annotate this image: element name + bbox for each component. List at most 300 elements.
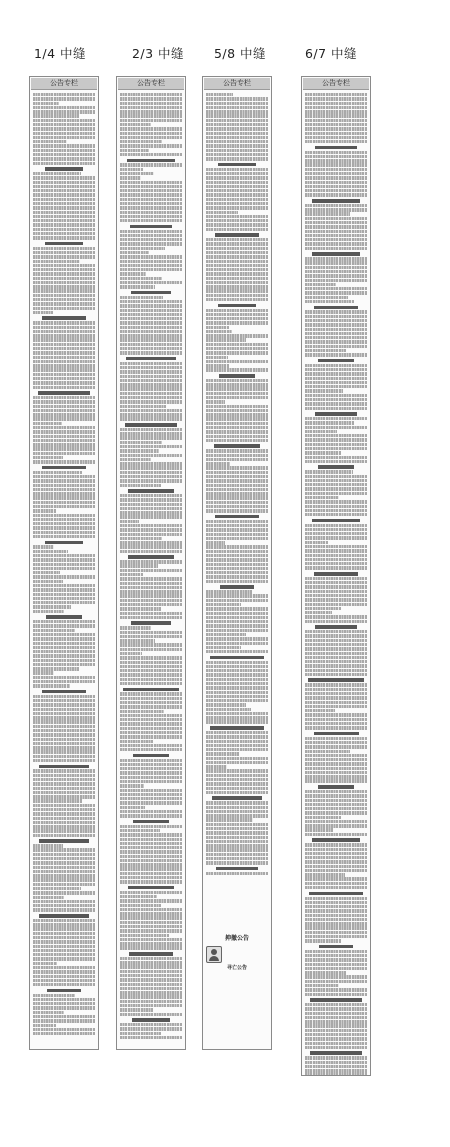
text-line bbox=[206, 872, 268, 875]
text-line bbox=[206, 330, 232, 333]
text-line bbox=[120, 727, 182, 730]
text-line bbox=[120, 759, 182, 762]
text-line bbox=[33, 1002, 95, 1005]
text-line bbox=[33, 597, 95, 600]
text-line bbox=[305, 266, 367, 269]
text-line bbox=[33, 377, 95, 380]
notice-heading-line bbox=[214, 444, 260, 448]
text-line bbox=[33, 663, 95, 666]
text-line bbox=[305, 566, 367, 569]
text-line bbox=[120, 586, 182, 589]
text-line bbox=[120, 247, 165, 250]
notice-heading-line bbox=[38, 391, 91, 395]
text-line bbox=[206, 185, 268, 188]
text-line bbox=[120, 1036, 182, 1039]
text-line bbox=[305, 97, 367, 100]
text-line bbox=[33, 272, 95, 275]
text-line bbox=[305, 848, 367, 851]
text-line bbox=[206, 247, 268, 250]
text-line bbox=[120, 93, 182, 96]
text-line bbox=[206, 277, 268, 280]
text-line bbox=[206, 193, 268, 196]
text-line bbox=[120, 343, 182, 346]
text-line bbox=[33, 671, 54, 674]
text-line bbox=[120, 317, 182, 320]
text-line bbox=[206, 405, 268, 408]
text-line bbox=[120, 436, 182, 439]
text-line bbox=[305, 460, 367, 463]
text-line bbox=[305, 709, 335, 712]
text-line bbox=[305, 513, 367, 516]
text-line bbox=[33, 123, 95, 126]
text-line bbox=[33, 870, 95, 873]
text-line bbox=[120, 471, 182, 474]
text-line bbox=[33, 435, 95, 438]
text-line bbox=[206, 223, 268, 226]
text-line bbox=[33, 712, 95, 715]
text-line bbox=[120, 925, 182, 928]
text-line bbox=[305, 287, 367, 290]
text-line bbox=[120, 929, 182, 932]
notice-heading-line bbox=[42, 690, 86, 694]
text-line bbox=[33, 321, 95, 324]
text-line bbox=[206, 537, 268, 540]
text-line bbox=[305, 634, 367, 637]
notice-heading-line bbox=[39, 839, 89, 843]
text-line bbox=[33, 725, 95, 728]
text-line bbox=[120, 140, 162, 143]
text-line bbox=[305, 1024, 367, 1027]
text-line bbox=[305, 176, 367, 179]
text-line bbox=[120, 215, 182, 218]
text-line bbox=[305, 745, 367, 748]
text-line bbox=[305, 270, 367, 273]
text-line bbox=[120, 599, 182, 602]
notice-heading-line bbox=[220, 585, 255, 589]
notice-heading-line bbox=[310, 1051, 363, 1055]
text-line bbox=[120, 942, 182, 945]
text-line bbox=[305, 939, 341, 942]
text-line bbox=[305, 673, 367, 676]
text-line bbox=[120, 735, 182, 738]
text-line bbox=[206, 550, 268, 553]
notice-heading-line bbox=[219, 374, 255, 378]
text-line bbox=[206, 765, 227, 768]
text-line bbox=[120, 740, 153, 743]
text-line bbox=[305, 172, 367, 175]
text-line bbox=[120, 626, 151, 629]
text-line bbox=[206, 740, 268, 743]
notice-heading-line bbox=[312, 252, 360, 256]
text-line bbox=[120, 168, 143, 171]
text-line bbox=[33, 136, 95, 139]
text-line bbox=[120, 498, 182, 501]
text-line bbox=[206, 533, 268, 536]
text-line bbox=[305, 119, 367, 122]
text-line bbox=[33, 970, 95, 973]
col-heading-3: 5/8 中缝 bbox=[213, 46, 267, 61]
text-line bbox=[120, 825, 182, 828]
text-line bbox=[120, 230, 182, 233]
text-line bbox=[305, 873, 345, 876]
announcement-column-1 bbox=[29, 76, 99, 1050]
text-line bbox=[305, 500, 367, 503]
text-line bbox=[33, 447, 95, 450]
text-line bbox=[206, 242, 268, 245]
text-line bbox=[33, 1006, 95, 1009]
text-line bbox=[305, 877, 367, 880]
column-header: 公告专栏 bbox=[204, 78, 270, 90]
text-line bbox=[33, 526, 95, 529]
text-line bbox=[206, 558, 268, 561]
notice-heading-line bbox=[123, 688, 178, 692]
text-line bbox=[33, 236, 95, 239]
text-line bbox=[120, 1013, 182, 1016]
text-line bbox=[305, 127, 367, 130]
text-line bbox=[120, 400, 182, 403]
text-line bbox=[305, 807, 367, 810]
text-line bbox=[206, 400, 225, 403]
text-line bbox=[120, 97, 182, 100]
notice-heading-line bbox=[133, 820, 168, 824]
text-line bbox=[305, 257, 367, 260]
text-line bbox=[120, 189, 182, 192]
text-line bbox=[305, 505, 367, 508]
text-line bbox=[206, 599, 268, 602]
text-line bbox=[305, 451, 341, 454]
text-line bbox=[305, 722, 367, 725]
text-line bbox=[206, 678, 268, 681]
text-line bbox=[33, 302, 95, 305]
text-line bbox=[33, 817, 95, 820]
text-line bbox=[33, 149, 95, 152]
text-line bbox=[33, 896, 64, 899]
text-line bbox=[305, 696, 367, 699]
text-line bbox=[33, 193, 95, 196]
text-line bbox=[33, 426, 95, 429]
text-line bbox=[305, 524, 367, 527]
text-line bbox=[206, 289, 268, 292]
text-line bbox=[305, 931, 367, 934]
text-line bbox=[120, 876, 182, 879]
text-line bbox=[33, 940, 95, 943]
text-line bbox=[305, 590, 367, 593]
text-line bbox=[33, 659, 95, 662]
text-line bbox=[305, 643, 367, 646]
text-line bbox=[305, 901, 367, 904]
text-line bbox=[206, 620, 268, 623]
text-line bbox=[305, 988, 367, 991]
column-body bbox=[203, 91, 271, 878]
text-line bbox=[305, 779, 367, 782]
notice-heading-line bbox=[312, 519, 360, 523]
text-line bbox=[33, 211, 95, 214]
notice-heading-line bbox=[128, 489, 174, 493]
text-line bbox=[305, 771, 367, 774]
text-line bbox=[305, 935, 367, 938]
text-line bbox=[305, 630, 367, 633]
text-line bbox=[206, 520, 268, 523]
notice-heading-line bbox=[318, 359, 354, 363]
text-line bbox=[305, 594, 367, 597]
text-line bbox=[33, 264, 95, 267]
text-line bbox=[206, 818, 253, 821]
text-line bbox=[33, 330, 95, 333]
text-line bbox=[33, 232, 95, 235]
text-line bbox=[206, 761, 268, 764]
text-line bbox=[206, 383, 268, 386]
text-line bbox=[33, 667, 79, 670]
text-line bbox=[120, 475, 182, 478]
text-line bbox=[33, 787, 95, 790]
text-line bbox=[120, 351, 182, 354]
notice-heading-line bbox=[318, 785, 354, 789]
text-line bbox=[305, 310, 367, 313]
text-line bbox=[120, 304, 182, 307]
text-line bbox=[120, 974, 182, 977]
notice-heading-line bbox=[131, 621, 172, 625]
text-line bbox=[206, 334, 268, 337]
text-line bbox=[305, 323, 367, 326]
text-line bbox=[120, 710, 164, 713]
text-line bbox=[206, 272, 268, 275]
text-line bbox=[206, 368, 268, 371]
text-line bbox=[120, 338, 182, 341]
text-line bbox=[305, 824, 367, 827]
text-line bbox=[305, 669, 367, 672]
text-line bbox=[120, 859, 182, 862]
text-line bbox=[120, 714, 182, 717]
text-line bbox=[120, 697, 182, 700]
text-line bbox=[33, 791, 95, 794]
text-line bbox=[206, 853, 268, 856]
text-line bbox=[33, 759, 95, 762]
text-line bbox=[206, 136, 268, 139]
text-line bbox=[120, 564, 158, 567]
text-line bbox=[206, 603, 241, 606]
text-line bbox=[206, 827, 268, 830]
text-line bbox=[305, 1069, 367, 1072]
text-line bbox=[120, 970, 182, 973]
notice-heading-line bbox=[309, 892, 363, 896]
text-line bbox=[120, 978, 182, 981]
text-line bbox=[33, 769, 95, 772]
text-line bbox=[305, 479, 367, 482]
notice-heading-line bbox=[314, 732, 359, 736]
text-line bbox=[120, 863, 182, 866]
text-line bbox=[33, 904, 95, 907]
text-line bbox=[120, 1008, 153, 1011]
text-line bbox=[305, 856, 367, 859]
text-line bbox=[33, 1015, 95, 1018]
text-line bbox=[120, 441, 162, 444]
text-line bbox=[206, 285, 268, 288]
column-body bbox=[302, 91, 370, 1076]
text-line bbox=[33, 957, 95, 960]
text-line bbox=[305, 475, 367, 478]
text-line bbox=[305, 549, 367, 552]
column-header: 公告专栏 bbox=[118, 78, 184, 90]
text-line bbox=[305, 225, 367, 228]
text-line bbox=[305, 852, 367, 855]
announcement-column-4 bbox=[301, 76, 371, 1076]
text-line bbox=[120, 494, 182, 497]
text-line bbox=[206, 787, 268, 790]
text-line bbox=[305, 577, 367, 580]
text-line bbox=[120, 916, 182, 919]
text-line bbox=[120, 479, 182, 482]
text-line bbox=[120, 833, 182, 836]
text-line bbox=[206, 132, 268, 135]
text-line bbox=[206, 637, 268, 640]
text-line bbox=[206, 417, 268, 420]
text-line bbox=[33, 439, 95, 442]
text-line bbox=[305, 620, 367, 623]
text-line bbox=[206, 413, 268, 416]
text-line bbox=[305, 1016, 367, 1019]
text-line bbox=[305, 315, 367, 318]
notice-heading-line bbox=[47, 989, 82, 993]
text-line bbox=[305, 897, 367, 900]
text-line bbox=[33, 198, 95, 201]
text-line bbox=[305, 492, 367, 495]
text-line bbox=[206, 422, 268, 425]
text-line bbox=[206, 744, 268, 747]
text-line bbox=[206, 211, 238, 214]
text-line bbox=[305, 470, 353, 473]
text-line bbox=[305, 296, 348, 299]
text-line bbox=[206, 650, 268, 653]
text-line bbox=[305, 151, 367, 154]
text-line bbox=[206, 629, 268, 632]
text-line bbox=[305, 204, 367, 207]
text-line bbox=[120, 789, 182, 792]
text-line bbox=[206, 571, 268, 574]
text-line bbox=[120, 123, 151, 126]
text-line bbox=[305, 664, 367, 667]
notice-heading-line bbox=[39, 914, 89, 918]
text-line bbox=[305, 688, 367, 691]
text-line bbox=[206, 633, 246, 636]
text-line bbox=[33, 919, 95, 922]
text-line bbox=[33, 804, 95, 807]
text-line bbox=[305, 905, 367, 908]
text-line bbox=[120, 855, 182, 858]
text-line bbox=[206, 682, 268, 685]
text-line bbox=[305, 803, 367, 806]
text-line bbox=[305, 914, 367, 917]
text-line bbox=[305, 261, 367, 264]
text-line bbox=[120, 321, 182, 324]
text-line bbox=[120, 198, 182, 201]
text-line bbox=[206, 466, 268, 469]
text-line bbox=[305, 181, 367, 184]
text-line bbox=[206, 379, 268, 382]
text-line bbox=[33, 144, 95, 147]
text-line bbox=[305, 701, 367, 704]
text-line bbox=[33, 185, 95, 188]
text-line bbox=[305, 882, 367, 885]
text-line bbox=[120, 242, 182, 245]
text-line bbox=[120, 1023, 182, 1026]
text-line bbox=[305, 421, 354, 424]
text-line bbox=[33, 733, 95, 736]
text-line bbox=[206, 387, 268, 390]
text-line bbox=[305, 926, 367, 929]
text-line bbox=[206, 708, 251, 711]
text-line bbox=[305, 954, 367, 957]
text-line bbox=[120, 582, 182, 585]
text-line bbox=[305, 279, 367, 282]
text-line bbox=[120, 701, 182, 704]
text-line bbox=[206, 814, 268, 817]
text-line bbox=[33, 514, 95, 517]
text-line bbox=[33, 413, 95, 416]
text-line bbox=[120, 545, 182, 548]
text-line bbox=[120, 375, 182, 378]
text-line bbox=[33, 505, 95, 508]
text-line bbox=[120, 771, 182, 774]
text-line bbox=[120, 466, 182, 469]
text-line bbox=[206, 364, 229, 367]
text-line bbox=[120, 537, 162, 540]
notice-heading-line bbox=[215, 233, 258, 237]
text-line bbox=[305, 726, 367, 729]
text-line bbox=[206, 409, 268, 412]
text-line bbox=[120, 661, 182, 664]
text-line bbox=[120, 533, 182, 536]
text-line bbox=[33, 983, 95, 986]
text-line bbox=[305, 767, 367, 770]
text-line bbox=[33, 554, 95, 557]
text-line bbox=[120, 652, 142, 655]
text-line bbox=[33, 812, 95, 815]
text-line bbox=[206, 93, 233, 96]
text-line bbox=[206, 119, 268, 122]
text-line bbox=[120, 569, 182, 572]
notice-heading-line bbox=[314, 572, 358, 576]
text-line bbox=[206, 594, 268, 597]
text-line bbox=[305, 980, 367, 983]
text-line bbox=[305, 364, 367, 367]
text-line bbox=[120, 957, 182, 960]
text-line bbox=[305, 598, 367, 601]
notice-heading-line bbox=[312, 838, 361, 842]
text-line bbox=[33, 994, 75, 997]
text-line bbox=[206, 268, 268, 271]
text-line bbox=[120, 692, 182, 695]
text-line bbox=[305, 381, 367, 384]
text-line bbox=[206, 338, 246, 341]
text-line bbox=[305, 1037, 367, 1040]
text-line bbox=[120, 665, 182, 668]
text-line bbox=[120, 462, 182, 465]
text-line bbox=[206, 110, 268, 113]
text-line bbox=[33, 853, 95, 856]
text-line bbox=[305, 155, 367, 158]
text-line bbox=[33, 522, 95, 525]
text-line bbox=[206, 123, 268, 126]
text-line bbox=[305, 377, 367, 380]
text-line bbox=[33, 567, 95, 570]
text-line bbox=[305, 159, 367, 162]
text-line bbox=[33, 891, 95, 894]
text-line bbox=[33, 829, 95, 832]
text-line bbox=[206, 294, 268, 297]
text-line bbox=[33, 844, 63, 847]
text-line bbox=[305, 554, 367, 557]
text-line bbox=[120, 891, 182, 894]
